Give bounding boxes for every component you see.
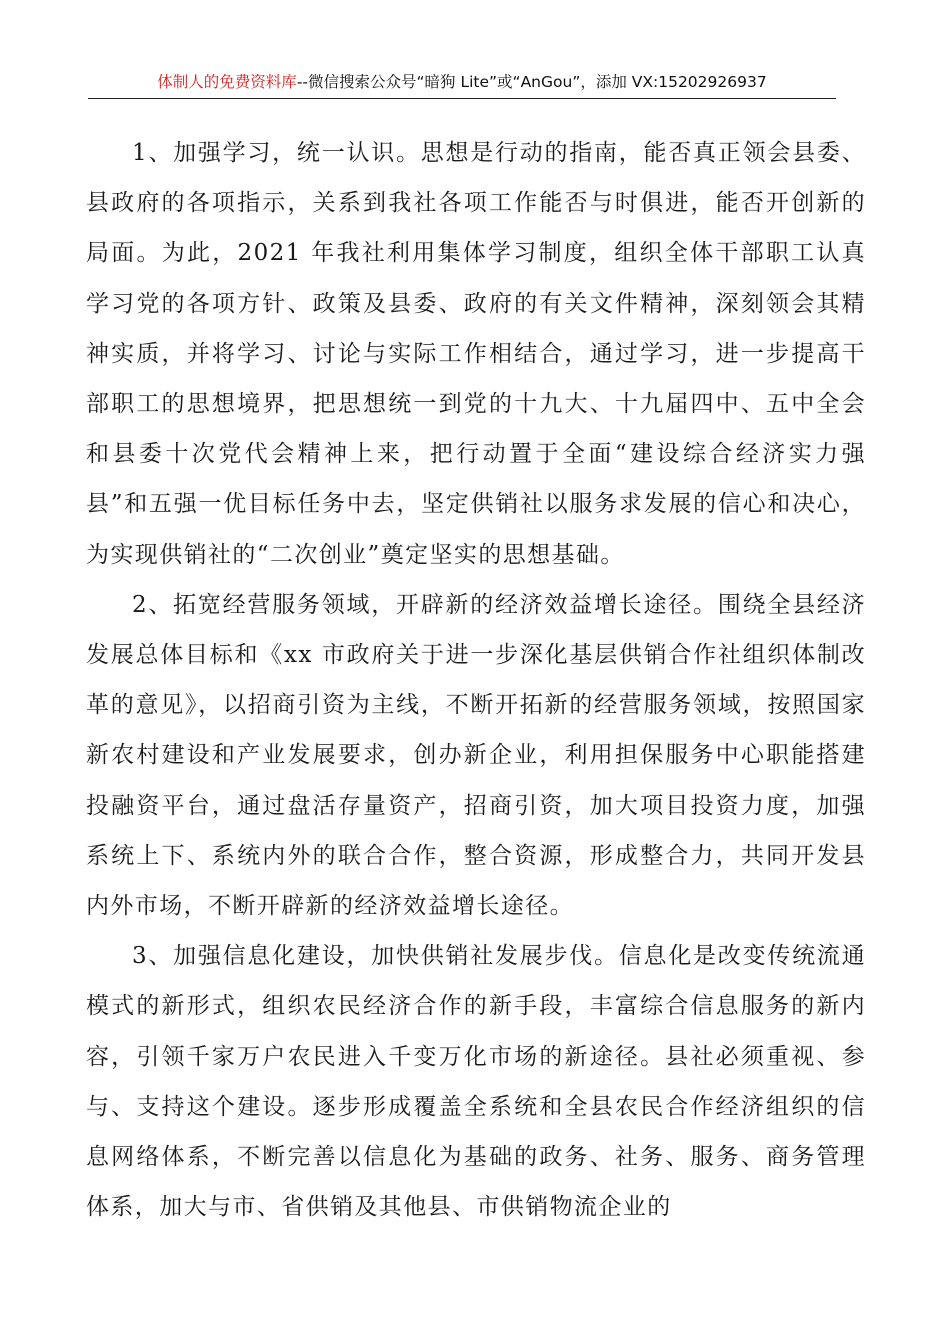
header-contact-info: --微信搜索公众号“暗狗 Lite”或“AnGou”，添加 VX:15202926937 [296, 73, 767, 91]
document-body [86, 128, 866, 1232]
header-site-name: 体制人的免费资料库 [157, 73, 297, 91]
paragraph-3: 3、加强信息化建设，加快供销社发展步伐。信息化是改变传统流通模式的新形式，组织农民经济合作的新手段，丰富综合信息服务的新内容，引领千家万户农民进入千变万化市场的新途径。县社必须重视、参与、支持这个建设。逐步形成覆盖全系统和全县农民合作经济组织的信息网络体系，不断完善以信息化为基础的政务、社务、服务、商务管理体系，加大与市、省供销及其他县、市供销物流企业的 [86, 943, 866, 1221]
paragraph-2: 2、拓宽经营服务领域，开辟新的经济效益增长途径。围绕全县经济发展总体目标和《xx 市政府关于进一步深化基层供销合作社组织体制改革的意见》，以招商引资为主线，不断开拓新的经营服务领域，按照国家新农村建设和产业发展要求，创办新企业，利用担保服务中心职能搭建投融资平台，通过盘活存量资产，招商引资，加大项目投资力度，加强系统上下、系统内外的联合合作，整合资源，形成整合力，共同开发县内外市场，不断开辟新的经济效益增长途径。 [86, 591, 866, 920]
page-header [88, 70, 836, 99]
paragraph-1: 1、加强学习，统一认识。思想是行动的指南，能否真正领会县委、县政府的各项指示，关系到我社各项工作能否与时俱进，能否开创新的局面。为此，2021 年我社利用集体学习制度，组织全体干部职工认真学习党的各项方针、政策及县委、政府的有关文件精神，深刻领会其精神实质，并将学习、讨论与实际工作相结合，通过学习，进一步提高干部职工的思想境界，把思想统一到党的十九大、十九届四中、五中全会和县委十次党代会精神上来，把行动置于全面“建设综合经济实力强县”和五强一优目标任务中去，坚定供销社以服务求发展的信心和决心，为实现供销社的“二次创业”奠定坚实的思想基础。 [86, 140, 866, 568]
